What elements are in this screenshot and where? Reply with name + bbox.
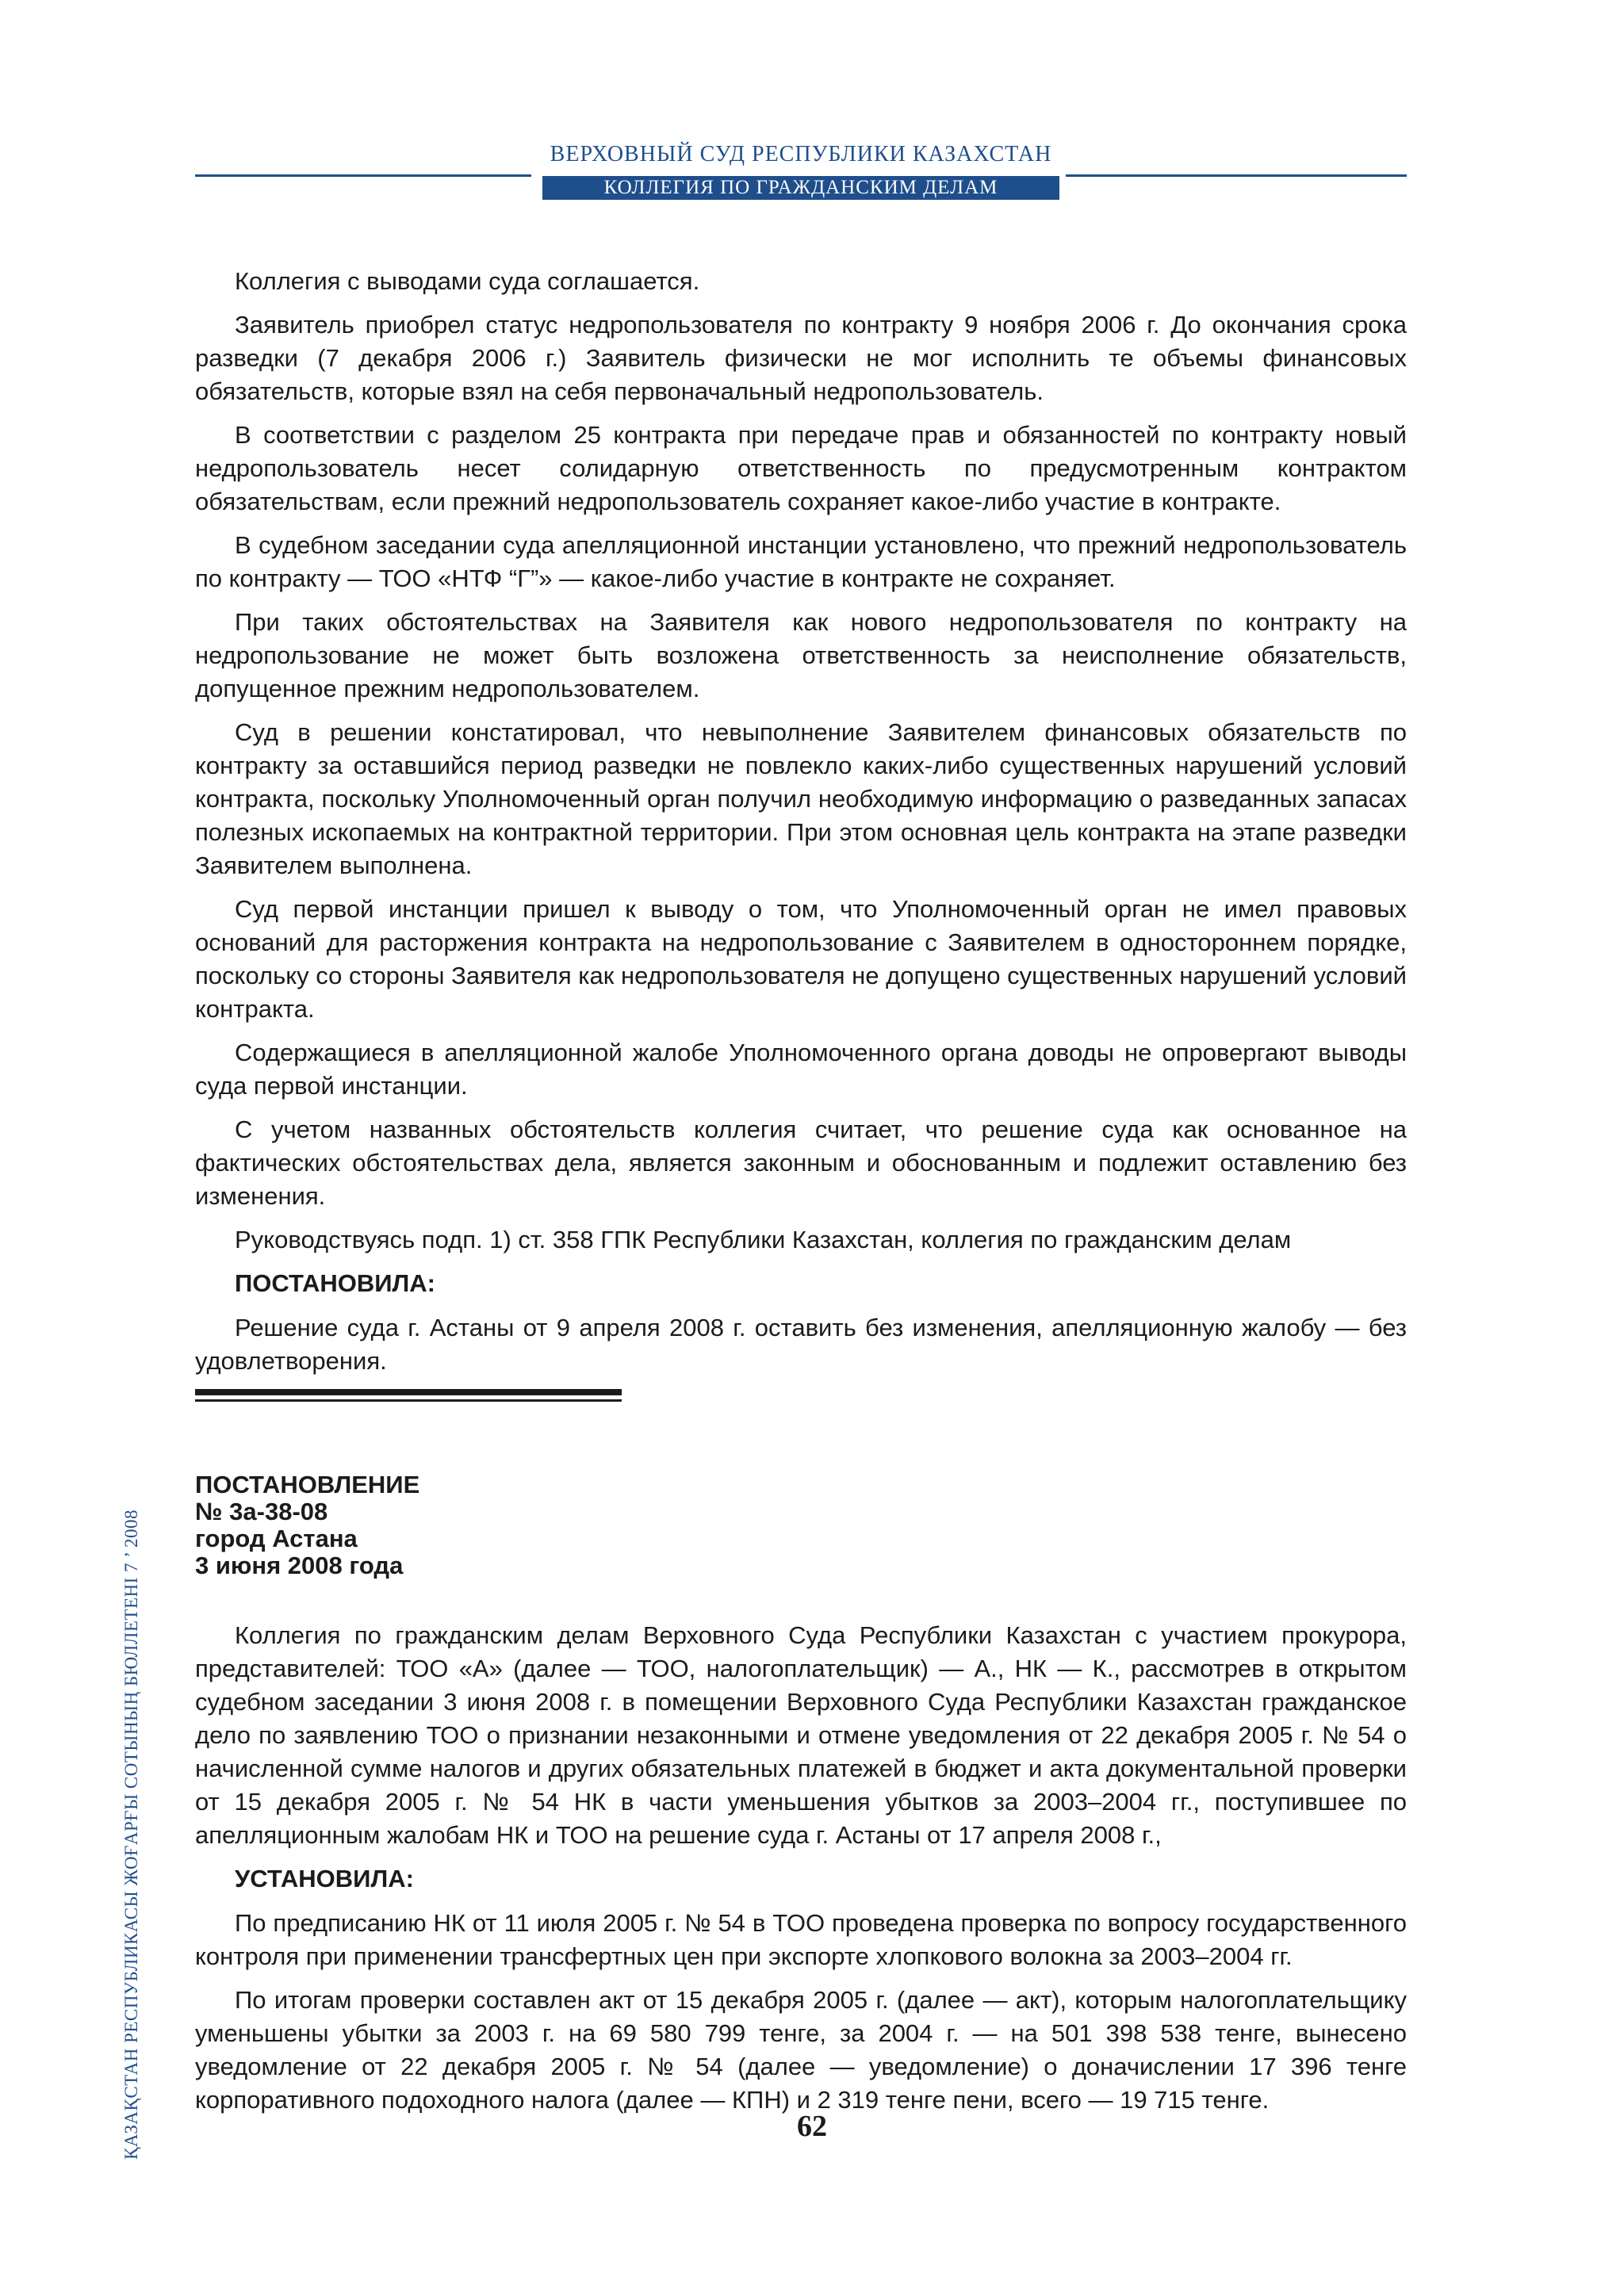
- header-title: ВЕРХОВНЫЙ СУД РЕСПУБЛИКИ КАЗАХСТАН: [550, 142, 1052, 166]
- resolved-heading: ПОСТАНОВИЛА:: [235, 1269, 436, 1297]
- paragraph: В соответствии с разделом 25 контракта при передаче прав и обязанностей по контракту новый недропользователь несет солидарную ответственность по предусмотренным контрактом обязательствам, если прежний недропользователь сохраняет какое-либо участие в контракте.: [195, 421, 1407, 515]
- paragraph: Коллегия по гражданским делам Верховного Суда Республики Казахстан с участием прокурора, представителей: ТОО «А» (далее — ТОО, налогоплательщик) — А., НК — К., рассмотрев в открытом судебном заседании 3 июня 2008 г. в помещении Верховного Суда Республики Казахстан гражданское дело по заявлению ТОО о признании незаконными и отмене уведомления от 22 декабря 2005 г. № 54 о начисленной сумме налогов и других обязательных платежей в бюджет и акта документальной проверки от 15 декабря 2005 г. № 54 НК в части уменьшения убытков за 2003–2004 гг., поступившее по апелляционным жалобам НК и ТОО на решение суда г. Астаны от 17 апреля 2008 г.,: [195, 1621, 1407, 1849]
- vertical-bulletin-caption: ҚАЗАҚСТАН РЕСПУБЛИКАСЫ ЖОҒАРҒЫ СОТЫНЫҢ БЮЛЛЕТЕНІ 7 ’ 2008: [121, 1510, 141, 2160]
- decision-heading: [195, 1471, 1407, 1579]
- paragraph: Решение суда г. Астаны от 9 апреля 2008 г. оставить без изменения, апелляционную жалобу — без удовлетворения.: [195, 1314, 1407, 1375]
- paragraph: При таких обстоятельствах на Заявителя как нового недропользователя по контракту на недропользование не может быть возложена ответственность за неисполнение обязательств, допущенное прежним недропользователем.: [195, 608, 1407, 702]
- paragraph: Содержащиеся в апелляционной жалобе Уполномоченного органа доводы не опровергают выводы суда первой инстанции.: [195, 1039, 1407, 1100]
- decision-city: город Астана: [195, 1525, 358, 1552]
- paragraph: По предписанию НК от 11 июля 2005 г. № 54 в ТОО проведена проверка по вопросу государственного контроля при применении трансфертных цен при экспорте хлопкового волокна за 2003–2004 гг.: [195, 1909, 1407, 1970]
- decision-number: № 3а-38-08: [195, 1498, 328, 1525]
- divider-thin-line: [195, 1399, 622, 1402]
- paragraph: По итогам проверки составлен акт от 15 декабря 2005 г. (далее — акт), которым налогоплательщику уменьшены убытки за 2003 г. на 69 580 799 тенге, за 2004 г. — на 501 398 538 тенге, вынесено уведомление от 22 декабря 2005 г. № 54 (далее — уведомление) о доначислении 17 396 тенге корпоративного подоходного налога (далее — КПН) и 2 319 тенге пени, всего — 19 715 тенге.: [195, 1986, 1407, 2114]
- paragraph: Руководствуясь подп. 1) ст. 358 ГПК Республики Казахстан, коллегия по гражданским делам: [235, 1226, 1292, 1253]
- paragraph: Коллегия с выводами суда соглашается.: [235, 267, 700, 295]
- paragraph: Заявитель приобрел статус недропользователя по контракту 9 ноября 2006 г. До окончания срока разведки (7 декабря 2006 г.) Заявитель физически не мог исполнить те объемы финансовых обязательств, которые взял на себя первоначальный недропользователь.: [195, 311, 1407, 405]
- established-heading: УСТАНОВИЛА:: [235, 1865, 414, 1892]
- decision-date: 3 июня 2008 года: [195, 1552, 404, 1579]
- divider-thick-line: [195, 1389, 622, 1395]
- header-rule-right: [1066, 174, 1407, 177]
- section-divider: [195, 1389, 622, 1402]
- header-subtitle: КОЛЛЕГИЯ ПО ГРАЖДАНСКИМ ДЕЛАМ: [542, 176, 1059, 200]
- header-rule-left: [195, 174, 531, 177]
- paragraph: Суд первой инстанции пришел к выводу о том, что Уполномоченный орган не имел правовых оснований для расторжения контракта на недропользование с Заявителем в одностороннем порядке, поскольку со стороны Заявителя как недропользователя не допущено существенных нарушений условий контракта.: [195, 895, 1407, 1023]
- running-header: [195, 141, 1407, 197]
- paragraph: С учетом названных обстоятельств коллегия считает, что решение суда как основанное на фактических обстоятельствах дела, является законным и обоснованным и подлежит оставлению без изменения.: [195, 1115, 1407, 1210]
- paragraph: Суд в решении констатировал, что невыполнение Заявителем финансовых обязательств по контракту за оставшийся период разведки не повлекло каких-либо существенных нарушений условий контракта, поскольку Уполномоченный орган получил необходимую информацию о разведанных запасах полезных ископаемых на контрактной территории. При этом основная цель контракта на этапе разведки Заявителем выполнена.: [195, 718, 1407, 879]
- paragraph: В судебном заседании суда апелляционной инстанции установлено, что прежний недропользователь по контракту — ТОО «НТФ “Г”» — какое-либо участие в контракте не сохраняет.: [195, 531, 1407, 592]
- page-content: [195, 265, 1407, 2127]
- decision-title: ПОСТАНОВЛЕНИЕ: [195, 1471, 420, 1498]
- page-number: 62: [797, 2110, 827, 2143]
